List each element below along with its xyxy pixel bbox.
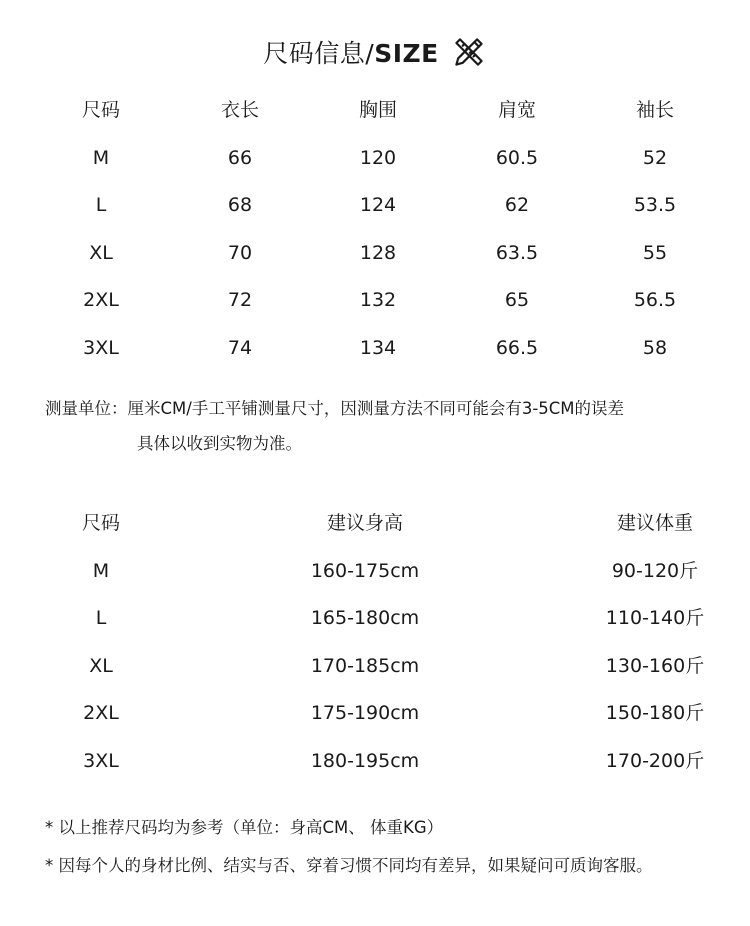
recommend-table-header [0,508,750,538]
header-height: 建议身高 [326,512,404,534]
table-row [0,333,750,363]
size-cell: M [92,147,110,169]
header-chest: 胸围 [358,99,398,121]
length-cell: 70 [227,242,253,264]
table-row [0,556,750,586]
sleeve-cell: 52 [642,147,668,169]
weight-cell: 90-120斤 [611,560,699,582]
header-size: 尺码 [81,99,121,121]
shoulder-cell: 63.5 [495,242,539,264]
header-length: 衣长 [220,99,260,121]
shoulder-cell: 62 [504,194,530,216]
length-cell: 72 [227,289,253,311]
table-row [0,238,750,268]
weight-cell: 170-200斤 [605,750,705,772]
chest-cell: 120 [359,147,397,169]
weight-cell: 150-180斤 [605,702,705,724]
footnote-variation: * 因每个人的身材比例、结实与否、穿着习惯不同均有差异，如果疑问可质询客服。 [45,856,653,875]
size-cell: L [95,607,107,629]
table-row [0,603,750,633]
size-table-header [0,95,750,125]
table-row [0,143,750,173]
footnote-reference: * 以上推荐尺码均为参考（单位：身高CM、 体重KG） [45,818,444,837]
sleeve-cell: 58 [642,337,668,359]
size-cell: 2XL [83,289,119,311]
shoulder-cell: 65 [504,289,530,311]
weight-cell: 110-140斤 [605,607,705,629]
header-size: 尺码 [81,512,121,534]
shoulder-cell: 60.5 [495,147,539,169]
chest-cell: 128 [359,242,397,264]
title-en: SIZE [374,39,439,68]
ruler-pencil-icon [451,34,487,70]
measure-note-line1: 测量单位：厘米CM/手工平铺测量尺寸，因测量方法不同可能会有3-5CM的误差 [45,399,625,418]
sleeve-cell: 53.5 [633,194,677,216]
size-cell: XL [89,242,113,264]
header-weight: 建议体重 [616,512,694,534]
height-cell: 180-195cm [310,750,420,772]
height-cell: 175-190cm [310,702,420,724]
table-row [0,285,750,315]
weight-cell: 130-160斤 [605,655,705,677]
table-row [0,746,750,776]
length-cell: 68 [227,194,253,216]
table-row [0,190,750,220]
size-cell: 3XL [83,337,119,359]
size-cell: L [95,194,107,216]
header-shoulder: 肩宽 [497,99,537,121]
chest-cell: 124 [359,194,397,216]
height-cell: 160-175cm [310,560,420,582]
length-cell: 74 [227,337,253,359]
sleeve-cell: 56.5 [633,289,677,311]
sleeve-cell: 55 [642,242,668,264]
title-text [263,34,438,70]
height-cell: 170-185cm [310,655,420,677]
table-row [0,651,750,681]
shoulder-cell: 66.5 [495,337,539,359]
size-cell: M [92,560,110,582]
measure-note-line2: 具体以收到实物为准。 [137,434,302,453]
size-cell: 2XL [83,702,119,724]
title-cn: 尺码信息/ [263,39,375,68]
table-row [0,698,750,728]
size-cell: XL [89,655,113,677]
height-cell: 165-180cm [310,607,420,629]
size-cell: 3XL [83,750,119,772]
chest-cell: 134 [359,337,397,359]
length-cell: 66 [227,147,253,169]
chest-cell: 132 [359,289,397,311]
page-title [0,30,750,74]
header-sleeve: 袖长 [635,99,675,121]
